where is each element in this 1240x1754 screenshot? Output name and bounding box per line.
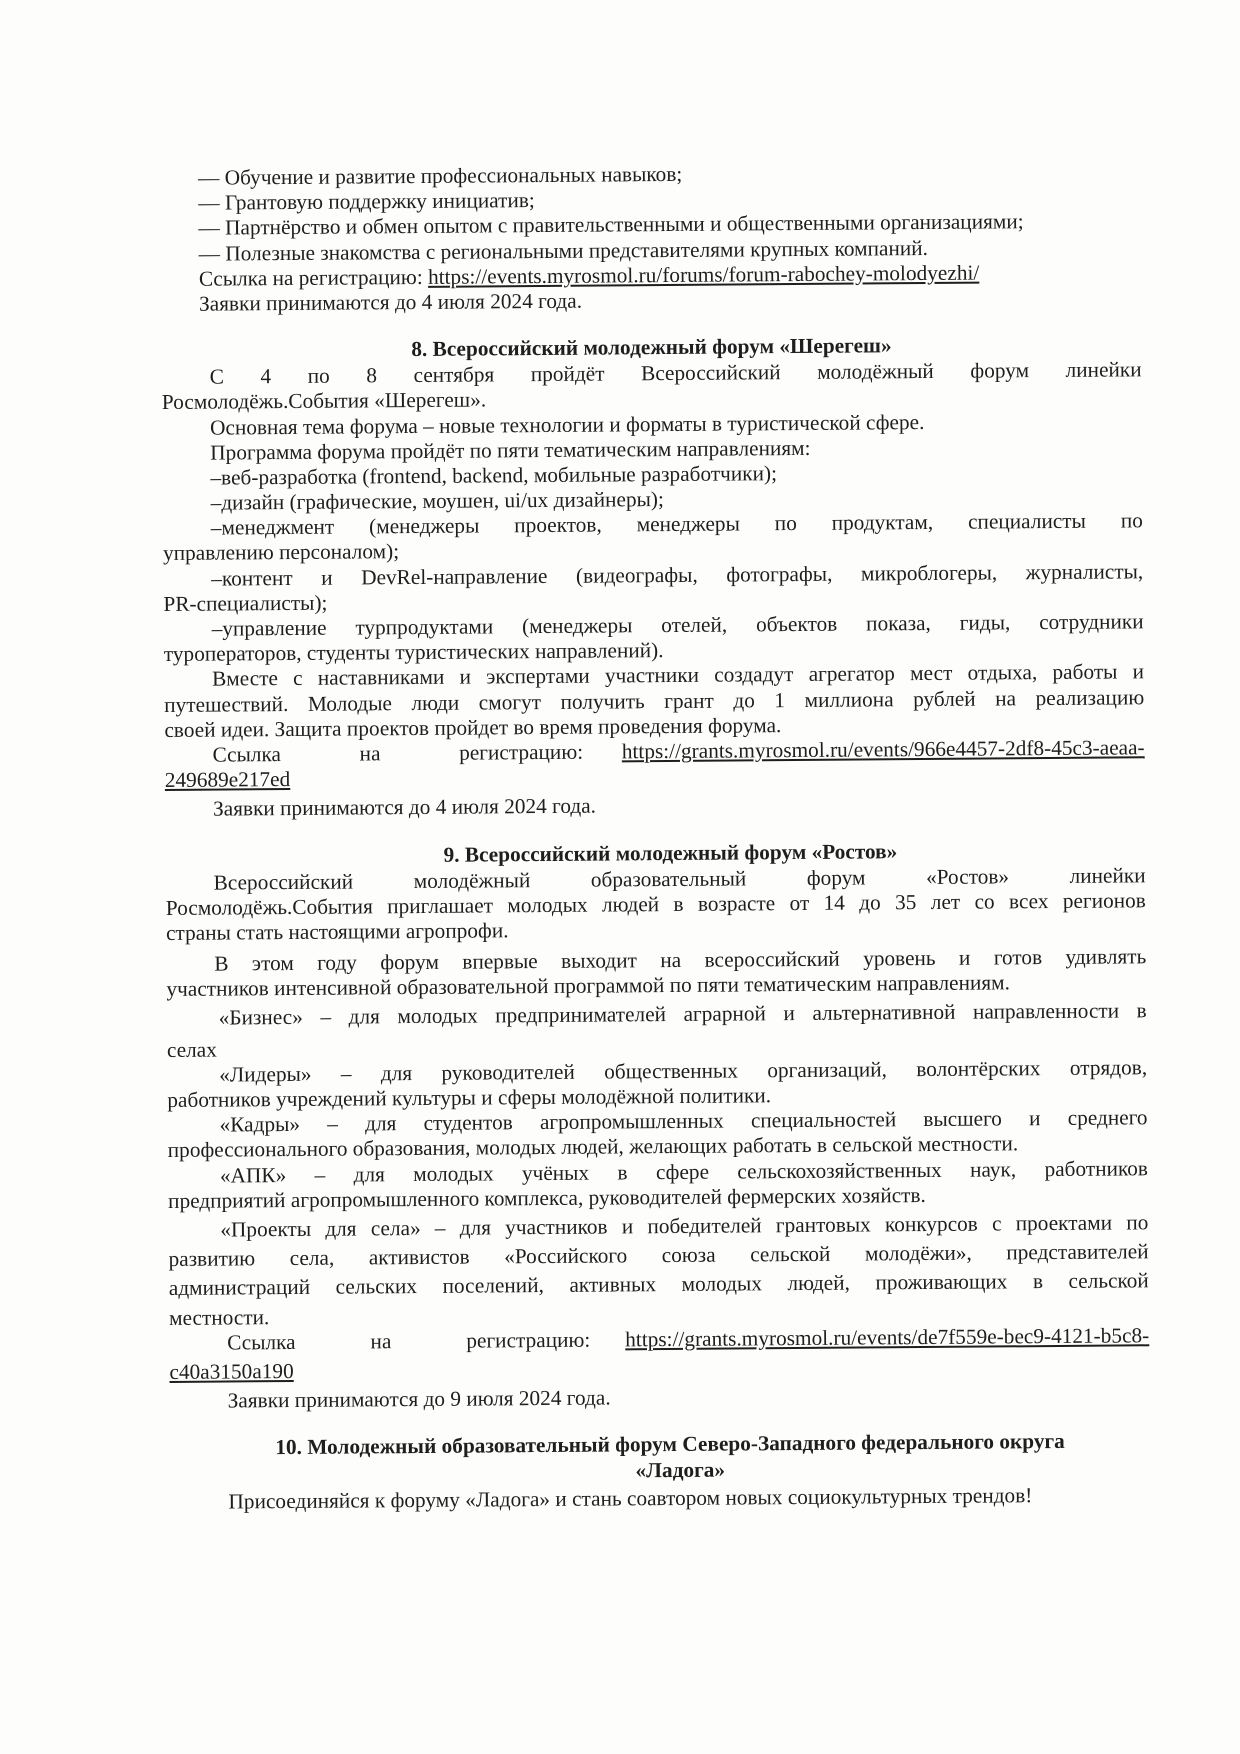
track-item-cont: работников учреждений культуры и сферы молодёжной политики.	[167, 1083, 772, 1112]
track-item-cont: предприятий агропромышленного комплекса, руководителей фермерских хозяйств.	[168, 1182, 926, 1213]
list-item: — Обучение и развитие профессиональных навыков;	[197, 161, 683, 190]
section-9-rostov	[165, 837, 1149, 1414]
track-item-cont: местности.	[168, 1304, 270, 1330]
registration-label: Ссылка на регистрацию:	[198, 264, 429, 291]
registration-link-cont[interactable]: 249689e217ed	[164, 767, 291, 793]
paragraph-line: Присоединяйся к форуму «Ладога» и стань соавтором новых социокультурных трендов!	[228, 1483, 1033, 1514]
paragraph-line: Всероссийский молодёжный образовательный форум «Ростов» линейки	[213, 862, 1146, 895]
document-page	[160, 158, 1151, 1515]
track-item-cont: селах	[166, 1037, 217, 1062]
list-item: — Партнёрство и обмен опытом с правительственными и общественными организациями;	[198, 209, 1024, 241]
track-item-village-projects: «Проекты для села» – для участников и победителей грантовых конкурсов с проектами по	[220, 1210, 1149, 1242]
list-item: — Полезные знакомства с региональными представителями крупных компаний.	[198, 235, 929, 266]
deadline-text: Заявки принимаются до 4 июля 2024 года.	[212, 793, 597, 821]
paragraph-line: Росмолодёжь.События приглашает молодых людей в возрасте от 14 до 35 лет со всех регионов	[165, 887, 1146, 920]
paragraph-line: С 4 по 8 сентября пройдёт Всероссийский молодёжный форум линейки	[209, 357, 1142, 389]
intro-benefits-list	[160, 158, 1141, 317]
track-item-apk: «АПК» – для молодых учёных в сфере сельскохозяйственных наук, работников	[219, 1155, 1148, 1188]
section-heading: 8. Всероссийский молодежный форум «Шерегеш»	[411, 333, 892, 362]
registration-link-cont[interactable]: c40a3150a190	[169, 1358, 294, 1384]
list-item: –управление турпродуктами (менеджеры отелей, объектов показа, гиды, сотрудники	[211, 609, 1144, 641]
registration-link[interactable]: https://grants.myrosmol.ru/events/966e4457-2df8-45c3-aeaa-	[621, 735, 1145, 764]
paragraph-line: Основная тема форума – новые технологии и форматы в туристической сфере.	[209, 409, 925, 440]
list-item: –менеджмент (менеджеры проектов, менеджеры по продуктам, специалисты по	[210, 508, 1143, 540]
deadline-text: Заявки принимаются до 4 июля 2024 года.	[198, 288, 583, 316]
section-heading: 10. Молодежный образовательный форум Северо-Западного федерального округа	[275, 1429, 1065, 1460]
paragraph-line: Росмолодёжь.События «Шерегеш».	[161, 387, 487, 415]
paragraph-line: страны стать настоящими агропрофи.	[165, 918, 509, 945]
paragraph-line: путешествий. Молодые люди смогут получить грант до 1 миллиона рублей на реализацию	[164, 684, 1145, 717]
list-item: — Грантовую поддержку инициатив;	[198, 188, 535, 215]
track-item-cont: профессионального образования, молодых людей, желающих работать в сельской местности.	[167, 1131, 1019, 1163]
paragraph-line: Вместе с наставниками и экспертами участники создадут агрегатор мест отдыха, работы и	[211, 659, 1145, 691]
track-item-business: «Бизнес» – для молодых предпринимателей аграрной и альтернативной направленности в	[218, 998, 1147, 1031]
registration-label: Ссылка на регистрацию:	[227, 1327, 591, 1355]
section-heading: 9. Всероссийский молодежный форум «Ростов»	[443, 838, 898, 867]
track-item-cont: администраций сельских поселений, активных молодых людей, проживающих в сельской	[168, 1268, 1149, 1301]
paragraph-line: своей идеи. Защита проектов пройдет во время проведения форума.	[164, 712, 782, 742]
paragraph-line: участников интенсивной образовательной программой по пяти тематическим направлениям.	[166, 970, 1011, 1002]
track-item-staff: «Кадры» – для студентов агропромышленных специальностей высшего и среднего	[219, 1105, 1148, 1137]
registration-link-cont-line	[169, 1352, 1149, 1385]
list-item: –дизайн (графические, моушен, ui/ux дизайнеры);	[210, 487, 664, 515]
list-item-cont: туроператоров, студенты туристических направлений).	[163, 638, 664, 667]
section-10-ladoga	[170, 1429, 1151, 1516]
section-heading-cont: «Ладога»	[635, 1457, 726, 1483]
section-8-sheregesh	[161, 331, 1145, 822]
registration-label: Ссылка на регистрацию:	[212, 739, 584, 767]
paragraph-line: Программа форума пройдёт по пяти тематическим направлениям:	[210, 435, 811, 465]
registration-link[interactable]: https://grants.myrosmol.ru/events/de7f559e-bec9-4121-b5c8-	[625, 1322, 1150, 1352]
paragraph-line: В этом году форум впервые выходит на всероссийский уровень и готов удивлять	[214, 944, 1147, 976]
track-item-leaders: «Лидеры» – для руководителей общественных организаций, волонтёрских отрядов,	[219, 1055, 1148, 1087]
list-item: –веб-разработка (frontend, backend, мобильные разработчики);	[210, 461, 778, 490]
list-item: –контент и DevRel-направление (видеографы, фотографы, микроблогеры, журналисты,	[211, 558, 1144, 591]
deadline-text: Заявки принимаются до 9 июля 2024 года.	[227, 1385, 611, 1413]
registration-link[interactable]: https://events.myrosmol.ru/forums/forum-rabochey-molodyezhi/	[427, 260, 980, 289]
track-item-cont: развитию села, активистов «Российского союза сельской молодёжи», представителей	[168, 1239, 1149, 1272]
list-item-cont: управлению персоналом);	[162, 539, 400, 566]
list-item-cont: PR-специалисты);	[163, 590, 328, 616]
